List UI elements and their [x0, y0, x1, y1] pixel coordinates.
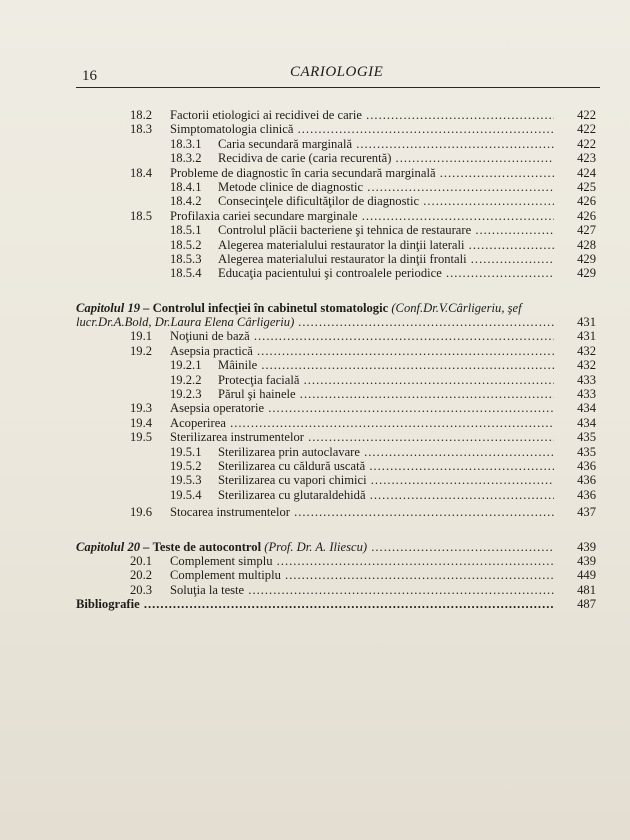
- page-header: [76, 64, 600, 84]
- toc-entry-page: 436: [577, 487, 596, 502]
- toc-entry-number: 19.5.1: [170, 444, 202, 459]
- toc-entry-title: Sterilizarea cu vapori chimici .....: [218, 473, 554, 487]
- toc-entry-title: Sterilizarea instrumentelor .....: [170, 430, 554, 444]
- header-rule: [76, 87, 600, 88]
- toc-entry-title: Simptomatologia clinică .....: [170, 122, 554, 136]
- toc-entry-number: 18.4: [130, 165, 153, 180]
- toc-entry-number: 19.2.1: [170, 358, 202, 373]
- toc-entry-number: 18.5.3: [170, 251, 202, 266]
- toc-entry-number: 18.2: [130, 108, 153, 122]
- toc-entry: [76, 238, 596, 252]
- toc-entry-page: 432: [577, 343, 596, 358]
- toc-entry-page: 422: [577, 122, 596, 137]
- toc-entry-page: 436: [577, 458, 596, 473]
- toc-entry-number: 19.2.2: [170, 372, 202, 387]
- toc-entry-page: 481: [577, 582, 596, 597]
- toc-entry: [76, 252, 596, 266]
- running-title: CARIOLOGIE: [290, 64, 384, 80]
- toc-entry-page: 422: [577, 108, 596, 122]
- chapter-label: Capitolul 20 –: [76, 539, 150, 554]
- toc-entry: [76, 445, 596, 459]
- toc-entry: [76, 459, 596, 473]
- toc-entry-number: 18.3.1: [170, 136, 202, 151]
- toc-entry-number: 19.6: [130, 505, 153, 520]
- toc-entry: [76, 266, 596, 280]
- toc-entry: [76, 387, 596, 401]
- toc-entry-title: Alegerea materialului restaurator la dinţii frontali .....: [218, 252, 554, 266]
- toc-entry-title: Sterilizarea cu glutaraldehidă .....: [218, 488, 554, 502]
- toc-entry-number: 18.5.2: [170, 237, 202, 252]
- toc-entry: [76, 180, 596, 194]
- toc-entry-page: 433: [577, 372, 596, 387]
- toc-entry-title: Mâinile .....: [218, 358, 554, 372]
- toc-entry: [76, 373, 596, 387]
- toc-entry-title: Soluţia la teste .....: [170, 583, 554, 597]
- toc-entry-page: 434: [577, 401, 596, 416]
- toc-entry: [76, 430, 596, 444]
- toc-entry-number: 18.3.2: [170, 151, 202, 166]
- toc-entry-number: 20.3: [130, 582, 153, 597]
- toc-entry-title: Educaţia pacientului şi controalele periodice .....: [218, 266, 554, 280]
- toc-entry-title: Recidiva de carie (caria recurentă) .....: [218, 151, 554, 165]
- chapter-label: Capitolul 19 –: [76, 300, 150, 315]
- toc-entry: [76, 473, 596, 487]
- toc-entry-number: 18.5: [130, 208, 153, 223]
- toc-entry-title: Noţiuni de bază .....: [170, 329, 554, 343]
- toc-entry: [76, 488, 596, 502]
- toc-entry: [76, 329, 596, 343]
- toc-entry-number: 19.5: [130, 430, 153, 445]
- toc-entry-number: 19.2.3: [170, 387, 202, 402]
- toc-entry: [76, 358, 596, 372]
- toc-entry-title: Asepsia practică .....: [170, 344, 554, 358]
- toc-entry: [76, 223, 596, 237]
- toc-entry: [76, 209, 596, 223]
- toc-entry-number: 18.5.1: [170, 223, 202, 238]
- toc-entry: [76, 344, 596, 358]
- chapter-authors: (Prof. Dr. A. Iliescu): [264, 539, 368, 554]
- chapter-20-heading: [76, 540, 596, 554]
- toc-entry-page: 431: [577, 329, 596, 344]
- chapter-authors: (Conf.Dr.V.Cârligeriu, şef: [391, 300, 522, 315]
- chapter-19-authors-continued: [76, 315, 596, 329]
- toc-entry: [76, 122, 596, 136]
- toc-entry-title: Sterilizarea prin autoclavare .....: [218, 445, 554, 459]
- page-number: 16: [82, 68, 97, 84]
- toc-entry-title: Complement multiplu .....: [170, 568, 554, 582]
- bibliography-page: 487: [577, 597, 596, 612]
- toc-entry-number: 18.4.1: [170, 179, 202, 194]
- toc-entry-page: 433: [577, 387, 596, 402]
- toc-entry-number: 20.1: [130, 553, 153, 568]
- toc-entry-number: 18.4.2: [170, 194, 202, 209]
- toc-entry-number: 19.1: [130, 329, 153, 344]
- toc-entry-number: 19.5.2: [170, 458, 202, 473]
- toc-entry-number: 19.5.3: [170, 473, 202, 488]
- toc-entry-title: Profilaxia cariei secundare marginale .....: [170, 209, 554, 223]
- toc-entry: [76, 416, 596, 430]
- toc-entry-title: Factorii etiologici ai recidivei de carie .....: [170, 108, 554, 122]
- table-of-contents: [76, 108, 596, 612]
- toc-entry: [76, 583, 596, 597]
- bibliography-title: Bibliografie .....: [76, 597, 554, 611]
- toc-entry: [76, 151, 596, 165]
- toc-entry: [76, 194, 596, 208]
- toc-entry-page: 428: [577, 237, 596, 252]
- toc-entry: [76, 137, 596, 151]
- toc-entry-page: 426: [577, 194, 596, 209]
- toc-entry-page: 425: [577, 179, 596, 194]
- toc-entry-number: 19.3: [130, 401, 153, 416]
- toc-entry-page: 424: [577, 165, 596, 180]
- toc-entry-title: Acoperirea .....: [170, 416, 554, 430]
- toc-entry-title: Complement simplu .....: [170, 554, 554, 568]
- toc-entry: [76, 554, 596, 568]
- toc-entry-title: Metode clinice de diagnostic .....: [218, 180, 554, 194]
- toc-entry-title: Stocarea instrumentelor .....: [170, 505, 554, 519]
- chapter-authors-line2: lucr.Dr.A.Bold, Dr.Laura Elena Cârligeriu) .....: [76, 315, 554, 329]
- toc-entry-title: Controlul plăcii bacteriene şi tehnica de restaurare .....: [218, 223, 554, 237]
- toc-entry-page: 437: [577, 505, 596, 520]
- toc-entry-page: 429: [577, 251, 596, 266]
- toc-entry-page: 427: [577, 223, 596, 238]
- toc-entry: [76, 108, 596, 122]
- toc-entry-page: 423: [577, 151, 596, 166]
- toc-entry-page: 436: [577, 473, 596, 488]
- toc-entry-page: 426: [577, 208, 596, 223]
- toc-entry-title: Protecţia facială .....: [218, 373, 554, 387]
- toc-entry-title: Consecinţele dificultăţilor de diagnostic .....: [218, 194, 554, 208]
- toc-entry-number: 18.5.4: [170, 266, 202, 281]
- chapter-page: 439: [577, 539, 596, 554]
- toc-entry: [76, 568, 596, 582]
- chapter-title: Controlul infecţiei în cabinetul stomatologic: [152, 300, 389, 315]
- bibliography-entry: [76, 597, 596, 611]
- toc-entry-page: 432: [577, 358, 596, 373]
- chapter-page: 431: [577, 315, 596, 330]
- toc-entry-title: Părul şi hainele .....: [218, 387, 554, 401]
- chapter-19-heading: [76, 301, 596, 315]
- toc-entry-page: 435: [577, 430, 596, 445]
- toc-entry: [76, 401, 596, 415]
- toc-entry-number: 18.3: [130, 122, 153, 137]
- toc-entry: [76, 505, 596, 519]
- toc-entry-number: 20.2: [130, 568, 153, 583]
- toc-entry-page: 434: [577, 415, 596, 430]
- toc-entry-title: Asepsia operatorie .....: [170, 401, 554, 415]
- toc-entry-title: Alegerea materialului restaurator la dinţii laterali .....: [218, 238, 554, 252]
- toc-entry-number: 19.2: [130, 343, 153, 358]
- toc-entry-page: 422: [577, 136, 596, 151]
- toc-entry: [76, 166, 596, 180]
- toc-entry-page: 449: [577, 568, 596, 583]
- toc-entry-number: 19.4: [130, 415, 153, 430]
- toc-entry-number: 19.5.4: [170, 487, 202, 502]
- toc-entry-page: 439: [577, 553, 596, 568]
- toc-entry-page: 429: [577, 266, 596, 281]
- toc-entry-title: Sterilizarea cu căldură uscată .....: [218, 459, 554, 473]
- toc-entry-page: 435: [577, 444, 596, 459]
- chapter-title: Teste de autocontrol: [152, 539, 262, 554]
- toc-entry-title: Caria secundară marginală .....: [218, 137, 554, 151]
- toc-entry-title: Probleme de diagnostic în caria secundară marginală .....: [170, 166, 554, 180]
